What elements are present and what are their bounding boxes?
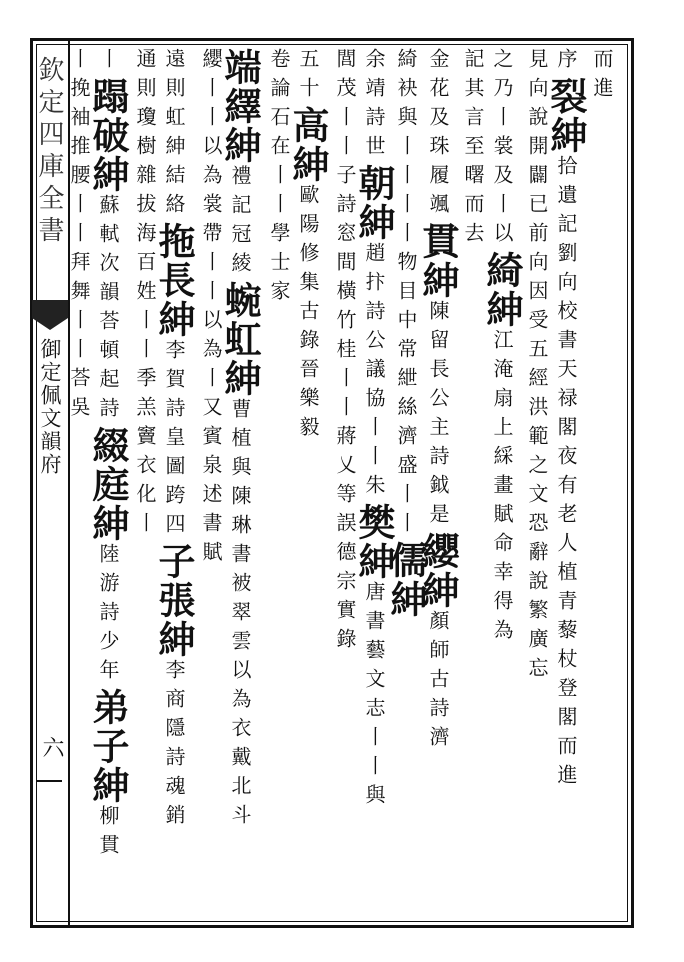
text-column: [328, 48, 362, 920]
annotation-text: 丨: [67, 48, 91, 77]
annotation-text: 論石在丨丨學士家: [267, 77, 291, 309]
annotation-text: 之乃丨裳及丨以: [490, 48, 514, 251]
annotation-text: 綺袂與丨丨: [394, 48, 418, 193]
annotation-text: 五十: [296, 48, 320, 106]
annotation-text: 蔣乂等誤德宗實錄: [333, 425, 357, 657]
text-column: [352, 48, 396, 920]
headword: 拖長紳: [152, 222, 196, 339]
headword: 綴庭紳: [86, 426, 130, 543]
annotation-text: 閭茂丨丨: [333, 48, 357, 164]
headword: 弟子紳: [86, 688, 130, 805]
annotation-text: 唐書藝文志丨丨與: [362, 581, 386, 813]
annotation-text: 子詩窓間橫竹桂丨丨: [333, 164, 357, 425]
headword: 蹋破紳: [86, 77, 130, 194]
annotation-text: 余靖詩世: [362, 48, 386, 164]
annotation-text: 丨: [96, 48, 120, 77]
headword: 朝紳: [352, 164, 396, 242]
annotation-text: 季羔竇衣化丨: [133, 367, 157, 541]
headword: 儒紳: [384, 541, 428, 619]
annotation-text: 柳貫: [96, 805, 120, 863]
text-column: [128, 48, 162, 920]
text-column: [86, 48, 130, 920]
headword: 裂紳: [544, 77, 588, 155]
annotation-text: 而進: [590, 48, 614, 106]
annotation-text: 記其言至曙而去: [461, 48, 485, 251]
annotation-text: 纓丨丨: [199, 48, 223, 135]
annotation-text: 顏師古詩濟: [426, 610, 450, 755]
headword: 樊紳: [352, 503, 396, 581]
annotation-text: 曹植與陳琳書被翠雲以為衣戴北斗: [228, 398, 252, 833]
text-column: [218, 48, 262, 920]
text-column: [480, 48, 524, 920]
text-column: [416, 48, 460, 920]
annotation-text: 李賀詩皇圖跨四: [162, 339, 186, 542]
annotation-text: 拾遺記劉向校書天禄閣夜有老人植青藜杖登閣而進: [554, 155, 578, 793]
headword: 綺紳: [480, 251, 524, 329]
annotation-text: 李商隱詩魂銷: [162, 659, 186, 833]
annotation-text: 趙抃詩公議協丨丨朱: [362, 242, 386, 503]
annotation-text: 遠則虹紳結絡: [162, 48, 186, 222]
text-column: [585, 48, 619, 920]
text-column: [384, 48, 428, 920]
annotation-text: 江淹扇上綵畫賦命幸得為: [490, 329, 514, 648]
text-column: [152, 48, 196, 920]
annotation-text: 海百姓丨丨: [133, 222, 157, 367]
headword: 纓紳: [416, 532, 460, 610]
margin-header: 欽定四庫全書: [34, 56, 64, 248]
annotation-text: 丨丨物目中常紲絲: [394, 193, 418, 425]
annotation-text: 金花及珠履颯: [426, 48, 450, 222]
annotation-text: 拜舞丨丨: [67, 251, 91, 367]
page-number-rule: [36, 780, 62, 782]
book-title: 御定佩文韻府: [38, 338, 62, 476]
annotation-text: 見向說開闢已前向因受五經洪範之文恐辭說繁廣忘: [525, 48, 549, 686]
annotation-text: 陸游詩少年: [96, 543, 120, 688]
annotation-text: 荅吳: [67, 367, 91, 425]
text-column: [194, 48, 228, 920]
annotation-text: 濟盛丨丨: [394, 425, 418, 541]
text-column: [544, 48, 588, 920]
headword: 子張紳: [152, 542, 196, 659]
text-column: [520, 48, 554, 920]
annotation-text: 歐陽修集古錄晉樂毅: [296, 184, 320, 445]
text-column: [262, 48, 296, 920]
annotation-text: 序: [554, 48, 578, 77]
annotation-text: 卷: [267, 48, 291, 77]
annotation-text: 挽袖推腰丨丨: [67, 77, 91, 251]
page-number: 六: [39, 736, 64, 758]
annotation-text: 陳留長公主詩鉞是: [426, 300, 450, 532]
annotation-text: 蘇軾次韻荅頓起詩: [96, 194, 120, 426]
headword: 貫紳: [416, 222, 460, 300]
headword: 高紳: [286, 106, 330, 184]
text-column: [62, 48, 96, 920]
text-column: [286, 48, 330, 920]
headword: 端繹紳: [218, 48, 262, 165]
headword: 蜿虹紳: [218, 281, 262, 398]
annotation-text: 禮記冠綾: [228, 165, 252, 281]
text-column: [456, 48, 490, 920]
annotation-text: 以為裳帶丨丨以為丨又賓泉述書賦: [199, 135, 223, 570]
annotation-text: 通則瓊樹雜拔: [133, 48, 157, 222]
